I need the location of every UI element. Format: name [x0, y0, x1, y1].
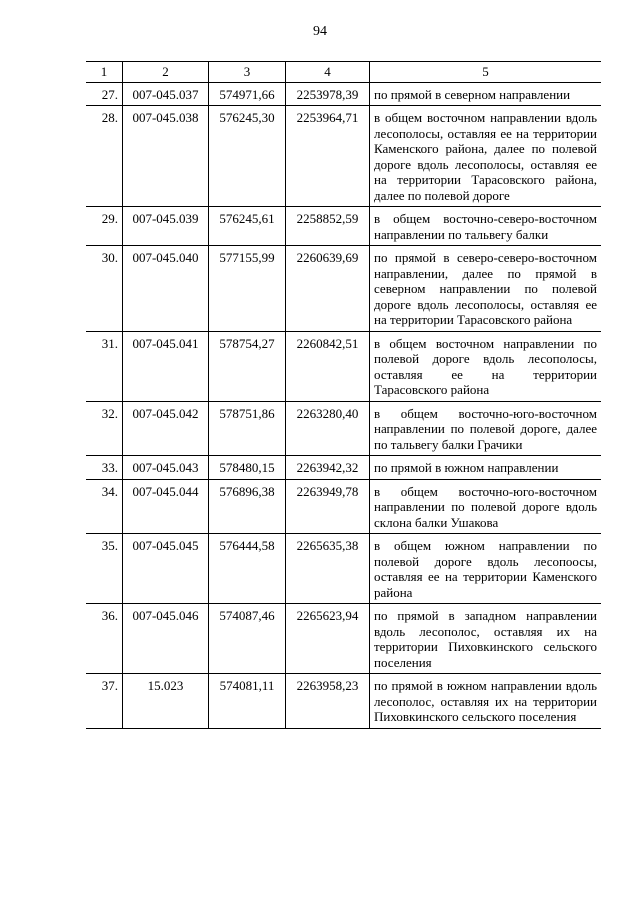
- row-number: 31.: [86, 331, 123, 401]
- coord-y: 2265623,94: [286, 604, 370, 674]
- table-row: [86, 674, 601, 729]
- coord-y: 2253978,39: [286, 82, 370, 106]
- point-code: 007-045.038: [123, 106, 209, 207]
- point-code: 007-045.041: [123, 331, 209, 401]
- coord-y: 2260842,51: [286, 331, 370, 401]
- coord-y: 2263958,23: [286, 674, 370, 729]
- row-number: 27.: [86, 82, 123, 106]
- header-col-2: 2: [123, 62, 209, 83]
- coord-x: 574087,46: [209, 604, 286, 674]
- page-number: 94: [313, 24, 327, 39]
- row-number: 30.: [86, 246, 123, 332]
- boundary-description: в общем восточно-юго-восточном направлении по полевой дороге вдоль склона балки Ушакова: [370, 479, 602, 534]
- point-code: 007-045.039: [123, 207, 209, 246]
- boundary-description: в общем восточно-юго-восточном направлении по полевой дороге, далее по тальвегу балки Грачики: [370, 401, 602, 456]
- coord-x: 576245,30: [209, 106, 286, 207]
- boundary-description: в общем восточном направлении вдоль лесополосы, оставляя ее на территории Каменского района, далее по полевой дороге вдоль лесополосы, оставляя ее на территории Тарасовского района, далее по полевой дороге: [370, 106, 602, 207]
- header-col-3: 3: [209, 62, 286, 83]
- coord-y: 2263280,40: [286, 401, 370, 456]
- coord-x: 578751,86: [209, 401, 286, 456]
- boundary-description: в общем южном направлении по полевой дороге вдоль лесопоосы, оставляя ее на территории Каменского района: [370, 534, 602, 604]
- table-row: [86, 246, 601, 332]
- boundary-description: по прямой в западном направлении вдоль лесополос, оставляя их на территории Пиховкинского сельского поселения: [370, 604, 602, 674]
- boundary-description: по прямой в южном направлении: [370, 456, 602, 480]
- row-number: 28.: [86, 106, 123, 207]
- row-number: 35.: [86, 534, 123, 604]
- coord-x: 577155,99: [209, 246, 286, 332]
- coord-y: 2263949,78: [286, 479, 370, 534]
- point-code: 007-045.046: [123, 604, 209, 674]
- row-number: 32.: [86, 401, 123, 456]
- boundary-description: по прямой в северном направлении: [370, 82, 602, 106]
- table-row: [86, 82, 601, 106]
- coord-y: 2258852,59: [286, 207, 370, 246]
- point-code: 007-045.037: [123, 82, 209, 106]
- row-number: 29.: [86, 207, 123, 246]
- point-code: 15.023: [123, 674, 209, 729]
- coord-y: 2253964,71: [286, 106, 370, 207]
- point-code: 007-045.042: [123, 401, 209, 456]
- row-number: 34.: [86, 479, 123, 534]
- coord-x: 574081,11: [209, 674, 286, 729]
- table-row: [86, 331, 601, 401]
- coord-x: 576245,61: [209, 207, 286, 246]
- table-row: [86, 106, 601, 207]
- table-row: [86, 401, 601, 456]
- boundary-description: в общем восточно-северо-восточном направлении по тальвегу балки: [370, 207, 602, 246]
- boundary-description: по прямой в южном направлении вдоль лесополос, оставляя их на территории Пиховкинского сельского поселения: [370, 674, 602, 729]
- header-col-1: 1: [86, 62, 123, 83]
- row-number: 36.: [86, 604, 123, 674]
- row-number: 37.: [86, 674, 123, 729]
- header-col-5: 5: [370, 62, 602, 83]
- coord-y: 2260639,69: [286, 246, 370, 332]
- header-col-4: 4: [286, 62, 370, 83]
- coord-y: 2265635,38: [286, 534, 370, 604]
- coord-x: 578754,27: [209, 331, 286, 401]
- coord-y: 2263942,32: [286, 456, 370, 480]
- table-row: [86, 604, 601, 674]
- table-row: [86, 456, 601, 480]
- point-code: 007-045.044: [123, 479, 209, 534]
- table-header-row: [86, 62, 601, 83]
- boundary-description: в общем восточном направлении по полевой дороге вдоль лесополосы, оставляя ее на территории Тарасовского района: [370, 331, 602, 401]
- coord-x: 576896,38: [209, 479, 286, 534]
- point-code: 007-045.040: [123, 246, 209, 332]
- table-row: [86, 207, 601, 246]
- boundary-table: [86, 61, 601, 729]
- point-code: 007-045.043: [123, 456, 209, 480]
- coord-x: 574971,66: [209, 82, 286, 106]
- coord-x: 576444,58: [209, 534, 286, 604]
- boundary-description: по прямой в северо-северо-восточном направлении, далее по прямой в северном направлении по полевой дороге вдоль лесополосы, оставляя ее на территории Тарасовского района: [370, 246, 602, 332]
- coord-x: 578480,15: [209, 456, 286, 480]
- table-body: [86, 82, 601, 728]
- row-number: 33.: [86, 456, 123, 480]
- table-row: [86, 479, 601, 534]
- table-row: [86, 534, 601, 604]
- point-code: 007-045.045: [123, 534, 209, 604]
